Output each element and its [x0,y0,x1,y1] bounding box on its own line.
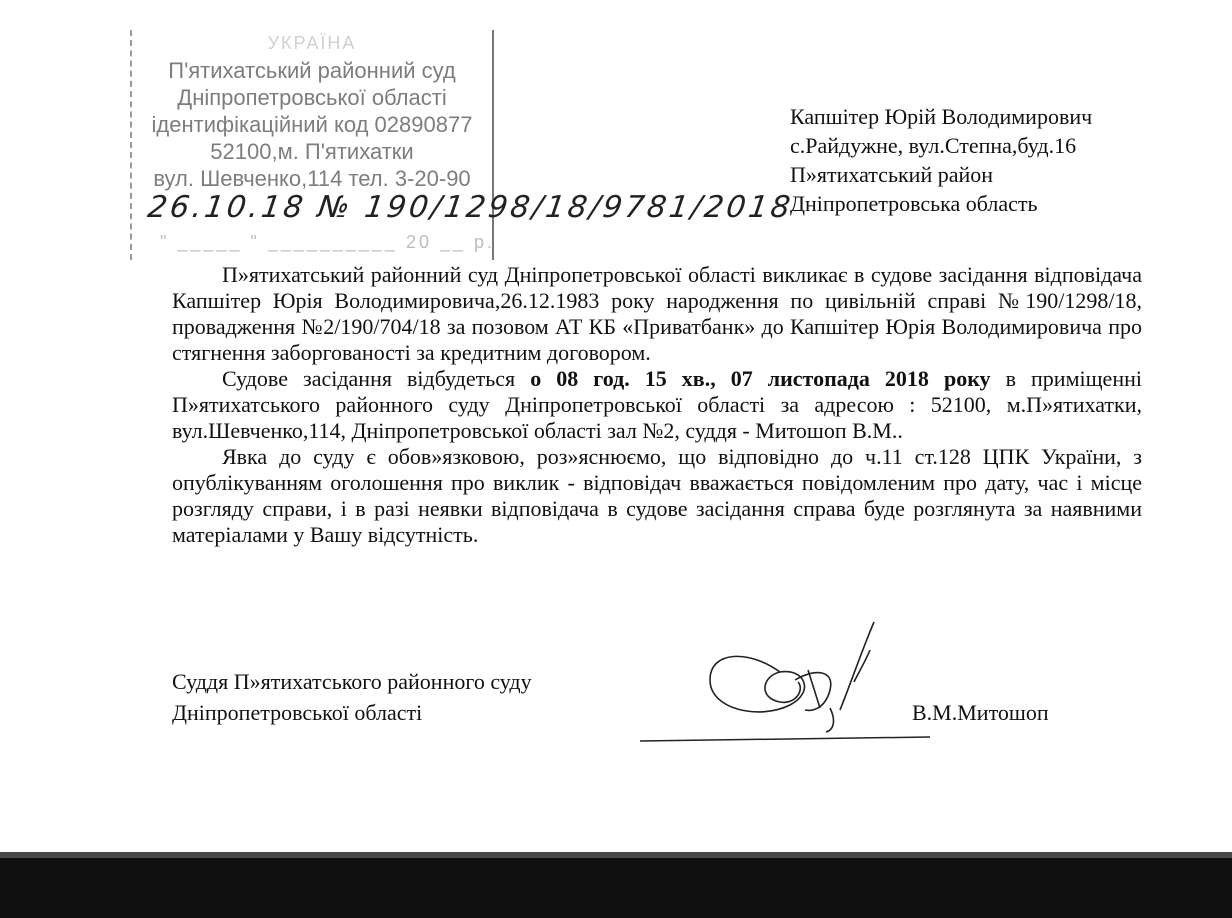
judge-title-line2: Дніпропетровської області [172,700,423,725]
stamp-line-code: ідентифікаційний код 02890877 [151,112,473,137]
stamp-line-city: 52100,м. П'ятихатки [210,139,414,164]
stamp-date-blank: " _____ " __________ 20 __ р. [160,232,496,252]
handwritten-signature [630,610,950,760]
addressee-block [790,102,1092,218]
hearing-location: в приміщенні П»ятихатського районного суду Дніпропетровської області за адресою : 52100, м.П»ятихатки, вул.Шевченко,114, Дніпропетровської області зал №2, суддя - Митошоп В.М.. [172,366,1142,443]
stamp-line-region: Дніпропетровської області [177,85,447,110]
judge-name: В.М.Митошоп [912,700,1049,725]
judge-title-line1: Суддя П»ятихатського районного суду [172,669,532,694]
stamp-line-street: вул. Шевченко,114 тел. 3-20-90 [153,166,471,191]
addressee-region: Дніпропетровська область [790,191,1038,216]
judge-title [172,666,532,728]
summons-paragraph-1: П»ятихатський районний суд Дніпропетровської області викликає в судове засідання відповідача Капшітер Юрія Володимировича,26.12.1983 року народження по цивільній справі №190/1298/18, провадження №2/190/704/18 за позовом АТ КБ «Приватбанк» до Капшітер Юрія Володимировича про стягнення заборгованості за кредитним договором. [172,262,1142,365]
addressee-address: с.Райдужне, вул.Степна,буд.16 [790,133,1077,158]
summons-paragraph-2 [172,366,1142,444]
addressee-district: П»ятихатський район [790,162,994,187]
hearing-datetime: о 08 год. 15 хв., 07 листопада 2018 року [530,366,991,391]
summons-paragraph-3: Явка до суду є обов»язковою, роз»яснюємо, що відповідно до ч.11 ст.128 ЦПК України, з опублікуванням оголошення про виклик - відповідач вважається повідомленим про дату, час і місце розгляду справи, і в разі неявки відповідача в судове засідання справа буде розглянута за наявними матеріалами у Вашу відсутність. [172,444,1142,547]
summons-body [172,262,1142,548]
scan-bottom-edge [0,856,1232,918]
stamp-line-country: УКРАЇНА [267,33,357,53]
hearing-intro: Судове засідання відбудеться [222,366,531,391]
handwritten-reg-number: 26.10.18 № 190/1298/18/9781/2018 [145,190,796,225]
stamp-line-court: П'ятихатський районний суд [168,58,456,83]
court-stamp [130,30,494,260]
addressee-name: Капшітер Юрій Володимирович [790,104,1093,129]
